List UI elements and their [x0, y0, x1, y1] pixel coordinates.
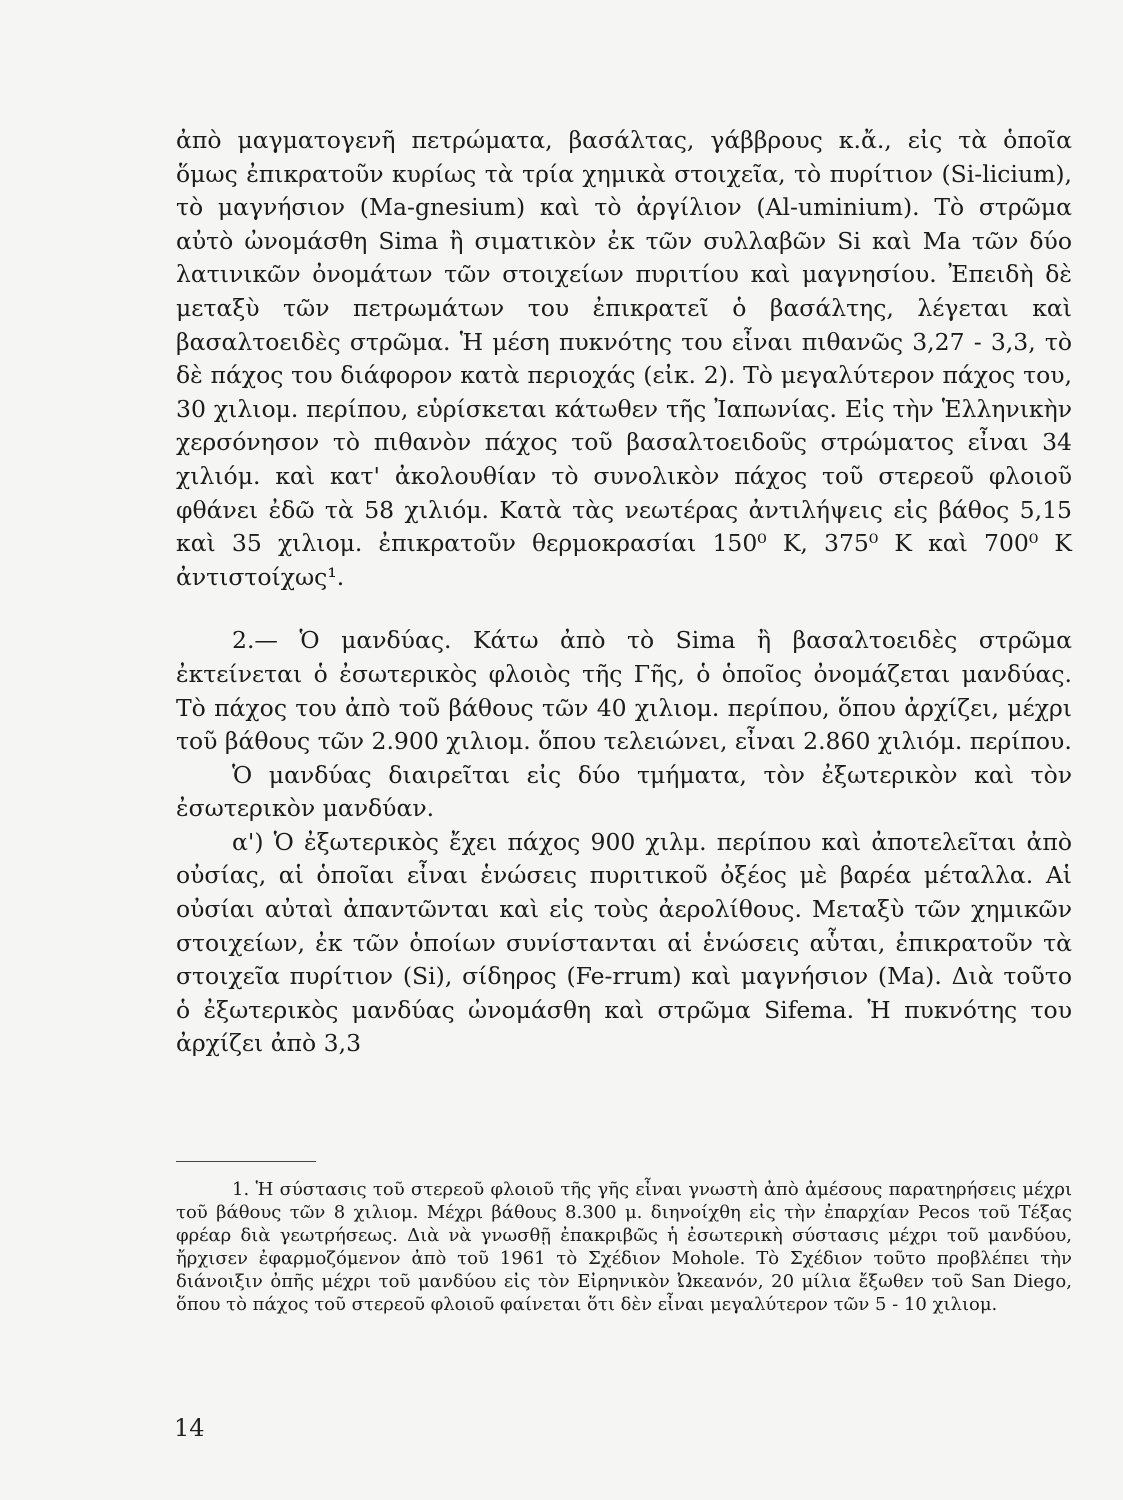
- footnote-divider: [176, 1161, 316, 1162]
- paragraph-outer-mantle: α') Ὁ ἐξωτερικὸς ἔχει πάχος 900 χιλμ. περίπου καὶ ἀποτελεῖται ἀπὸ οὐσίας, αἱ ὁποῖαι εἶναι ἑνώσεις πυριτικοῦ ὀξέος μὲ βαρέα μέταλλα. Αἱ οὐσίαι αὐταὶ ἀπαντῶνται καὶ εἰς τοὺς ἀερολίθους. Μεταξὺ τῶν χημικῶν στοιχείων, ἐκ τῶν ὁποίων συνίστανται αἱ ἑνώσεις αὗται, ἐπικρατοῦν τὰ στοιχεῖα πυρίτιον (Si), σίδηρος (Fe-rrum) καὶ μαγνήσιον (Ma). Διὰ τοῦτο ὁ ἐξωτερικὸς μανδύας ὠνομάσθη καὶ στρῶμα Sifema. Ἡ πυκνότης του ἀρχίζει ἀπὸ 3,3: [176, 827, 1072, 1058]
- page-number: 14: [174, 1414, 205, 1442]
- paragraph-mantle-division: Ὁ μανδύας διαιρεῖται εἰς δύο τμήματα, τὸν ἐξωτερικὸν καὶ τὸν ἐσωτερικὸν μανδύαν.: [176, 760, 1072, 823]
- paragraph-mantle: 2.— Ὁ μανδύας. Κάτω ἀπὸ τὸ Sima ἢ βασαλτοειδὲς στρῶμα ἐκτείνεται ὁ ἐσωτερικὸς φλοιὸς τῆς Γῆς, ὁ ὁποῖος ὀνομάζεται μανδύας. Τὸ πάχος του ἀπὸ τοῦ βάθους τῶν 40 χιλιομ. περίπου, ὅπου ἀρχίζει, μέχρι τοῦ βάθους τῶν 2.900 χιλιομ. ὅπου τελειώνει, εἶναι 2.860 χιλιόμ. περίπου.: [176, 626, 1072, 756]
- footnote: [176, 1178, 1072, 1316]
- paragraph-sima: ἀπὸ μαγματογενῆ πετρώματα, βασάλτας, γάββρους κ.ἄ., εἰς τὰ ὁποῖα ὅμως ἐπικρατοῦν κυρίως τὰ τρία χημικὰ στοιχεῖα, τὸ πυρίτιον (Si-licium), τὸ μαγνήσιον (Ma-gnesium) καὶ τὸ ἀργίλιον (Al-uminium). Τὸ στρῶμα αὐτὸ ὠνομάσθη Sima ἢ σιματικὸν ἐκ τῶν συλλαβῶν Si καὶ Ma τῶν δύο λατινικῶν ὀνομάτων τῶν στοιχείων πυριτίου καὶ μαγνησίου. Ἐπειδὴ δὲ μεταξὺ τῶν πετρωμάτων του ἐπικρατεῖ ὁ βασάλτης, λέγεται καὶ βασαλτοειδὲς στρῶμα. Ἡ μέση πυκνότης του εἶναι πιθανῶς 3,27 - 3,3, τὸ δὲ πάχος του διάφορον κατὰ περιοχάς (εἰκ. 2). Τὸ μεγαλύτερον πάχος του, 30 χιλιομ. περίπου, εὑρίσκεται κάτωθεν τῆς Ἰαπωνίας. Εἰς τὴν Ἑλληνικὴν χερσόνησον τὸ πιθανὸν πάχος τοῦ βασαλτοειδοῦς στρώματος εἶναι 34 χιλιόμ. καὶ κατ' ἀκολουθίαν τὸ συνολικὸν πάχος τοῦ στερεοῦ φλοιοῦ φθάνει ἐδῶ τὰ 58 χιλιόμ. Κατὰ τὰς νεωτέρας ἀντιλήψεις εἰς βάθος 5,15 καὶ 35 χιλιομ. ἐπικρατοῦν θερμοκρασίαι 150⁰ K, 375⁰ K καὶ 700⁰ K ἀντιστοίχως¹.: [176, 126, 1072, 591]
- main-text: [176, 124, 1072, 1061]
- footnote-text: 1. Ἡ σύστασις τοῦ στερεοῦ φλοιοῦ τῆς γῆς εἶναι γνωστὴ ἀπὸ ἀμέσους παρατηρήσεις μέχρι τοῦ βάθους τῶν 8 χιλιομ. Μέχρι βάθους 8.300 μ. διηνοίχθη εἰς τὴν ἐπαρχίαν Pecos τοῦ Τέξας φρέαρ διὰ γεωτρήσεως. Διὰ νὰ γνωσθῇ ἐπακριβῶς ἡ ἐσωτερικὴ σύστασις μέχρι τοῦ μανδύου, ἤρχισεν ἐφαρμοζόμενον ἀπὸ τοῦ 1961 τὸ Σχέδιον Mohole. Τὸ Σχέδιον τοῦτο προβλέπει τὴν διάνοιξιν ὀπῆς μέχρι τοῦ μανδύου εἰς τὸν Εἰρηνικὸν Ὠκεανόν, 20 μίλια ἔξωθεν τοῦ San Diego, ὅπου τὸ πάχος τοῦ στερεοῦ φλοιοῦ φαίνεται ὅτι δὲν εἶναι μεγαλύτερον τῶν 5 - 10 χιλιομ.: [176, 1179, 1072, 1315]
